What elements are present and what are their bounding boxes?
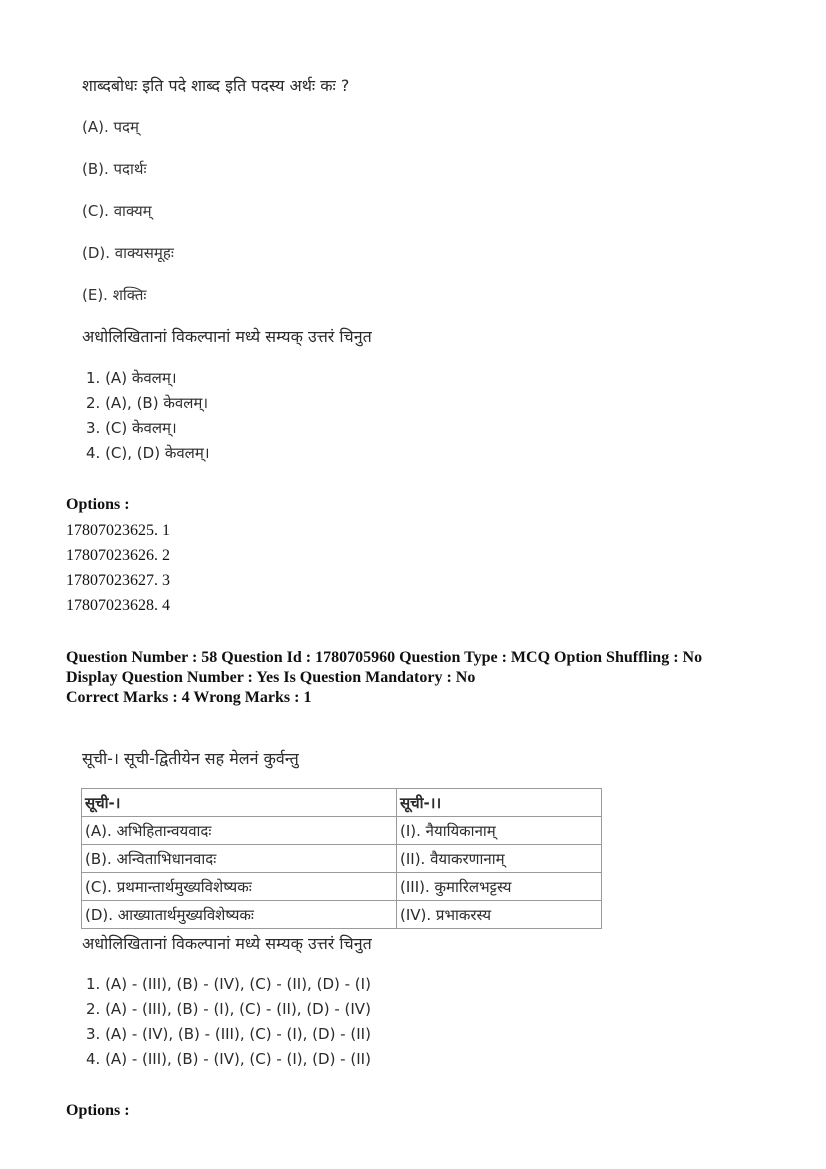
table-cell: (D). आख्यातार्थमुख्यविशेष्यकः bbox=[82, 901, 397, 929]
q1-choice-list bbox=[86, 366, 210, 466]
q1-option-e: (E). शक्तिः bbox=[82, 286, 147, 304]
list-item: 17807023626. 2 bbox=[66, 547, 170, 564]
list-item: 17807023625. 1 bbox=[66, 522, 170, 539]
list-item: 1. (A) - (III), (B) - (IV), (C) - (II), (D) - (I) bbox=[86, 975, 371, 993]
meta-line-3: Correct Marks : 4 Wrong Marks : 1 bbox=[66, 689, 312, 706]
q2-choice-list bbox=[86, 972, 371, 1072]
table-row bbox=[82, 901, 602, 929]
list-item: 17807023628. 4 bbox=[66, 597, 170, 614]
table-row bbox=[82, 817, 602, 845]
table-cell: (I). नैयायिकानाम् bbox=[397, 817, 602, 845]
q1-option-b: (B). पदार्थः bbox=[82, 160, 147, 178]
list-item: 3. (C) केवलम्। bbox=[86, 419, 177, 437]
list-item: 3. (A) - (IV), (B) - (III), (C) - (I), (D) - (II) bbox=[86, 1025, 371, 1043]
table-header-row bbox=[82, 789, 602, 817]
question-1-stem: शाब्दबोधः इति पदे शाब्द इति पदस्य अर्थः कः ? bbox=[82, 76, 350, 95]
list-item: 2. (A) - (III), (B) - (I), (C) - (II), (D) - (IV) bbox=[86, 1000, 371, 1018]
table-cell: (IV). प्रभाकरस्य bbox=[397, 901, 602, 929]
meta-line-2: Display Question Number : Yes Is Question Mandatory : No bbox=[66, 669, 476, 686]
table-cell: (C). प्रथमान्तार्थमुख्यविशेष्यकः bbox=[82, 873, 397, 901]
list-item: 2. (A), (B) केवलम्। bbox=[86, 394, 209, 412]
list-item: 4. (C), (D) केवलम्। bbox=[86, 444, 210, 462]
meta-line-1: Question Number : 58 Question Id : 1780705960 Question Type : MCQ Option Shuffling : No bbox=[66, 649, 703, 666]
question-2-stem: सूची-। सूची-द्वितीयेन सह मेलनं कुर्वन्तु bbox=[82, 749, 299, 768]
q1-option-d: (D). वाक्यसमूहः bbox=[82, 244, 174, 262]
match-table bbox=[81, 788, 602, 929]
list-item: 4. (A) - (III), (B) - (IV), (C) - (I), (D) - (II) bbox=[86, 1050, 371, 1068]
table-cell: (B). अन्विताभिधानवादः bbox=[82, 845, 397, 873]
table-cell: (II). वैयाकरणानाम् bbox=[397, 845, 602, 873]
column-header-list-2: सूची-।। bbox=[397, 789, 602, 817]
list-item: 17807023627. 3 bbox=[66, 572, 170, 589]
options-label: Options : bbox=[66, 1102, 130, 1119]
table-cell: (A). अभिहितान्वयवादः bbox=[82, 817, 397, 845]
table-cell: (III). कुमारिलभट्टस्य bbox=[397, 873, 602, 901]
options-label: Options : bbox=[66, 496, 130, 513]
table-row bbox=[82, 873, 602, 901]
option-id-list bbox=[66, 518, 170, 618]
table-row bbox=[82, 845, 602, 873]
column-header-list-1: सूची-। bbox=[82, 789, 397, 817]
list-item: 1. (A) केवलम्। bbox=[86, 369, 177, 387]
question-meta bbox=[66, 648, 702, 708]
q1-option-c: (C). वाक्यम् bbox=[82, 202, 152, 220]
q1-option-a: (A). पदम् bbox=[82, 118, 139, 136]
q1-instruction: अधोलिखितानां विकल्पानां मध्ये सम्यक् उत्तरं चिनुत bbox=[82, 327, 372, 346]
q2-instruction: अधोलिखितानां विकल्पानां मध्ये सम्यक् उत्तरं चिनुत bbox=[82, 934, 372, 953]
